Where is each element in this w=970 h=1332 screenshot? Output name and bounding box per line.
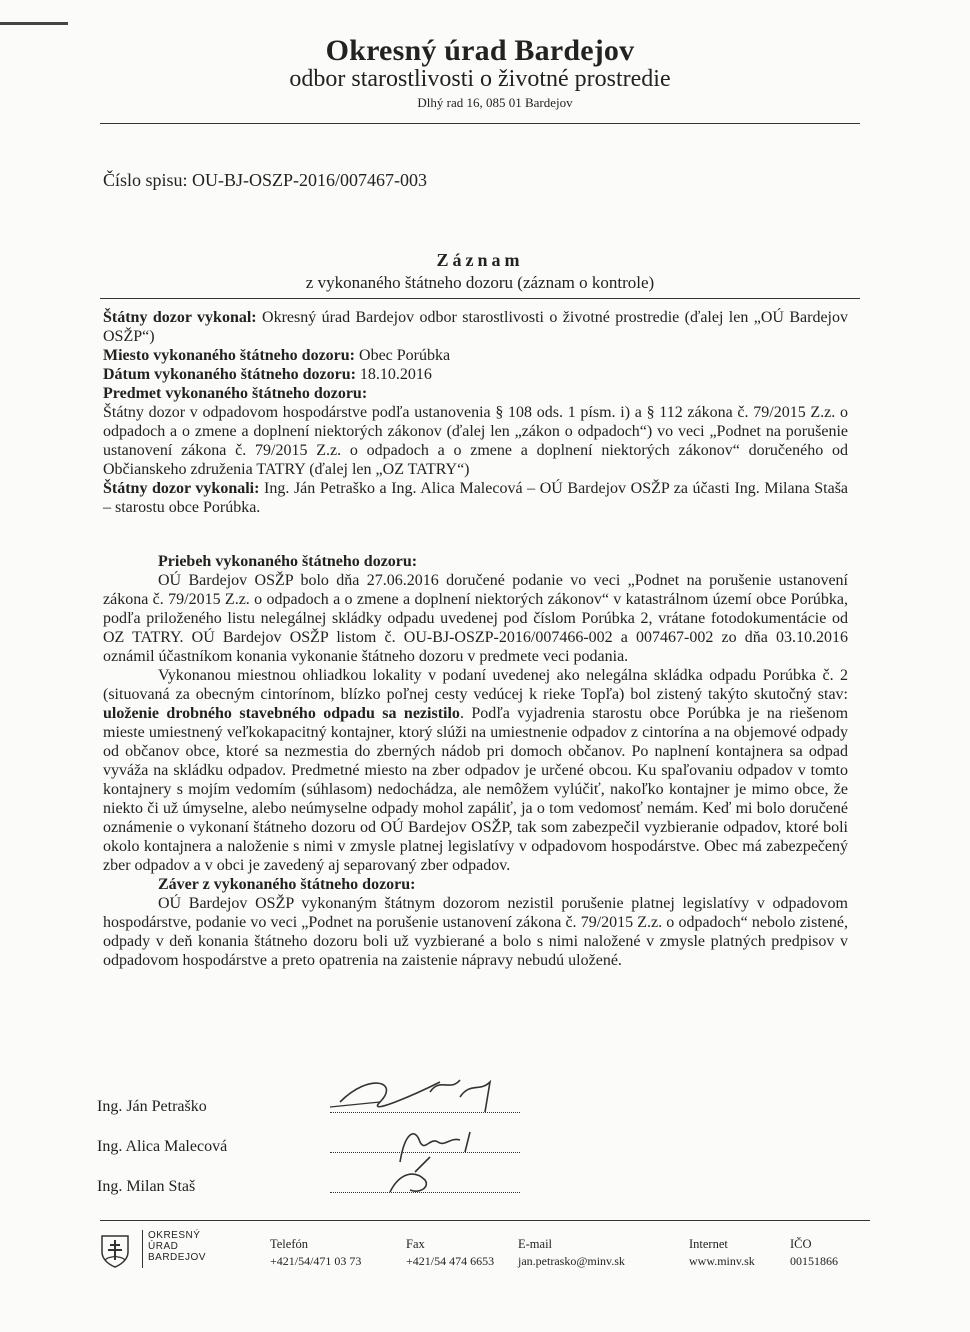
place-label: Miesto vykonaného štátneho dozoru: bbox=[103, 347, 356, 364]
office-address: Dlhý rad 16, 085 01 Bardejov bbox=[417, 95, 573, 110]
logo-divider bbox=[142, 1230, 143, 1268]
course-heading-text: Priebeh vykonaného štátneho dozoru: bbox=[158, 553, 418, 570]
footer-email bbox=[518, 1236, 625, 1270]
signature-block bbox=[97, 1098, 877, 1208]
footer-internet bbox=[689, 1236, 755, 1270]
department-name: odbor starostlivosti o životné prostredie bbox=[289, 66, 671, 92]
date-label: Dátum vykonaného štátneho dozoru: bbox=[103, 366, 356, 383]
place-value: Obec Porúbka bbox=[359, 347, 451, 364]
subject-value: Štátny dozor v odpadovom hospodárstve podľa ustanovenia § 108 ods. 1 písm. i) a § 112 zákona č. 79/2015 Z.z. o odpadoch a o zmene a doplnení niektorých zákonov (ďalej len „zákon o odpadoch“) vo veci „Podnet na porušenie ustanovení zákona č. 79/2015 Z.z. o odpadoch a o zmene a doplnení niektorých zákonov“ doručeného od Občianskeho združenia TATRY (ďalej len „OZ TATRY“) bbox=[103, 404, 848, 478]
p2-before: Vykonanou miestnou ohliadkou lokality v podaní uvedenej ako nelegálna skládka odpadu Porúbka č. 2 (situovaná za obecným cintorínom, blízko poľnej cesty vedúcej k rieke Topľa) bol zistený takýto skutočný stav: bbox=[103, 667, 848, 703]
office-logo-text bbox=[148, 1230, 206, 1263]
signature-line bbox=[330, 1192, 520, 1193]
signature-row bbox=[97, 1138, 877, 1162]
signatory-name: Ing. Milan Staš bbox=[97, 1178, 196, 1195]
title-divider bbox=[100, 298, 860, 299]
inspection-info bbox=[103, 308, 848, 517]
footer bbox=[100, 1220, 870, 1280]
logo-line: BARDEJOV bbox=[148, 1252, 206, 1263]
fax-value: +421/54 474 6653 bbox=[406, 1254, 495, 1268]
date-value: 18.10.2016 bbox=[359, 366, 432, 383]
internet-value: www.minv.sk bbox=[689, 1254, 755, 1268]
footer-phone bbox=[270, 1236, 361, 1270]
logo-line: ÚRAD bbox=[148, 1241, 179, 1252]
inspection-place bbox=[103, 346, 848, 365]
course-paragraph-1: OÚ Bardejov OSŽP bolo dňa 27.06.2016 doručené podanie vo veci „Podnet na porušenie ustanovení zákona č. 79/2015 Z.z. o odpadoch a o zmene a doplnení niektorých zákonov“ v katastrálnom území obce Porúbka, podľa priloženého listu nelegálnej skládky odpadu uvedenej pod číslom Porúbka 2, vrátane fotodokumentácie od OZ TATRY. OÚ Bardejov OSŽP listom č. OU-BJ-OSZP-2016/007466-002 a 007467-002 zo dňa 03.10.2016 oznámil účastníkom konania vykonanie štátneho dozoru v predmete veci podania. bbox=[103, 572, 848, 665]
email-label: E-mail bbox=[518, 1237, 553, 1251]
course-heading bbox=[103, 552, 848, 571]
p2-after: . Podľa vyjadrenia starostu obce Porúbka je na riešenom mieste umiestnený veľkokapacitný kontajner, ktorý slúži na umiestnenie odpadov z cintorína a na objemové odpady od občanov obce, ktoré sa nezmestia do zberných nádob pri domoch občanov. Po naplnení kontajnera sa odpad vyváža na skládku odpadov. Predmetné miesto na zber odpadov je určené obcou. Ku spaľovaniu odpadov v tomto kontajnery s mojím vedomím (súhlasom) nedochádza, ale nemôžem vylúčiť, nakoľko kontajner je mimo obce, že niekto či už úmyselne, alebo neúmyselne odpady mohol zapáliť, ja o tom vedomosť nemám. Keď mi bolo doručené oznámenie o vykonaní štátneho dozoru od OÚ Bardejov OSŽP, tak som zabezpečil vyzbieranie odpadov, ktoré boli okolo kontajnera a naloženie s nimi v zmysle platnej legislatívy v odpadovom hospodárstve. Obec má zabezpečený zber odpadov a v obci je zavedený aj separovaný zber odpadov. bbox=[103, 705, 849, 874]
performed-by bbox=[103, 308, 848, 346]
letterhead-divider bbox=[100, 123, 860, 124]
performed-by-label: Štátny dozor vykonal: bbox=[103, 309, 257, 326]
phone-label: Telefón bbox=[270, 1237, 308, 1251]
email-value: jan.petrasko@minv.sk bbox=[518, 1254, 625, 1268]
conclusion-heading bbox=[103, 875, 848, 894]
inspection-date bbox=[103, 365, 848, 384]
phone-value: +421/54/471 03 73 bbox=[270, 1254, 362, 1268]
performed-by-value: Okresný úrad Bardejov odbor starostlivosti o životné prostredie (ďalej len „OÚ Bardejov OSŽP“) bbox=[103, 309, 849, 345]
course-paragraph-2 bbox=[103, 666, 848, 875]
footer-ico bbox=[790, 1236, 838, 1270]
state-crest-icon bbox=[100, 1234, 130, 1268]
signatory-name: Ing. Alica Malecová bbox=[97, 1138, 228, 1155]
signature-line bbox=[330, 1152, 520, 1153]
title-sub: z vykonaného štátneho dozoru (záznam o kontrole) bbox=[305, 273, 655, 292]
conclusion-text: OÚ Bardejov OSŽP vykonaným štátnym dozorom nezistil porušenie platnej legislatívy v odpadovom hospodárstve, podanie vo veci „Podnet na porušenie ustanovení zákona č. 79/2015 Z.z. o odpadoch“ nebolo zistené, odpady v deň konania štátneho dozoru boli už vyzbierané a bolo s nimi naložené v zmysle platných predpisov v odpadovom hospodárstve a preto opatrenia na zaistenie nápravy nebudú uložené. bbox=[103, 895, 848, 969]
document-title bbox=[100, 250, 860, 293]
scan-edge-mark bbox=[0, 22, 68, 25]
inspection-course bbox=[103, 552, 848, 970]
inspectors-label: Štátny dozor vykonali: bbox=[103, 480, 260, 497]
signature-row bbox=[97, 1098, 877, 1122]
footer-fax bbox=[406, 1236, 494, 1270]
title-main: Záznam bbox=[436, 250, 524, 270]
subject-label: Predmet vykonaného štátneho dozoru: bbox=[103, 385, 368, 402]
letterhead bbox=[100, 34, 860, 111]
signature-row bbox=[97, 1178, 877, 1202]
signatory-name: Ing. Ján Petraško bbox=[97, 1098, 207, 1115]
internet-label: Internet bbox=[689, 1237, 728, 1251]
conclusion-heading-text: Záver z vykonaného štátneho dozoru: bbox=[158, 876, 416, 893]
signature-line bbox=[330, 1112, 520, 1113]
inspectors-value: Ing. Ján Petraško a Ing. Alica Malecová – OÚ Bardejov OSŽP za účasti Ing. Milana Staša – starostu obce Porúbka. bbox=[103, 480, 849, 516]
logo-line: OKRESNÝ bbox=[148, 1230, 201, 1241]
inspection-subject bbox=[103, 384, 848, 403]
inspectors bbox=[103, 479, 848, 517]
footer-divider bbox=[100, 1220, 870, 1221]
ico-value: 00151866 bbox=[790, 1254, 838, 1268]
fax-label: Fax bbox=[406, 1237, 425, 1251]
file-number: Číslo spisu: OU-BJ-OSZP-2016/007467-003 bbox=[103, 170, 428, 190]
office-name: Okresný úrad Bardejov bbox=[325, 34, 635, 67]
ico-label: IČO bbox=[790, 1237, 812, 1251]
p2-finding: uloženie drobného stavebného odpadu sa nezistilo bbox=[103, 705, 460, 722]
